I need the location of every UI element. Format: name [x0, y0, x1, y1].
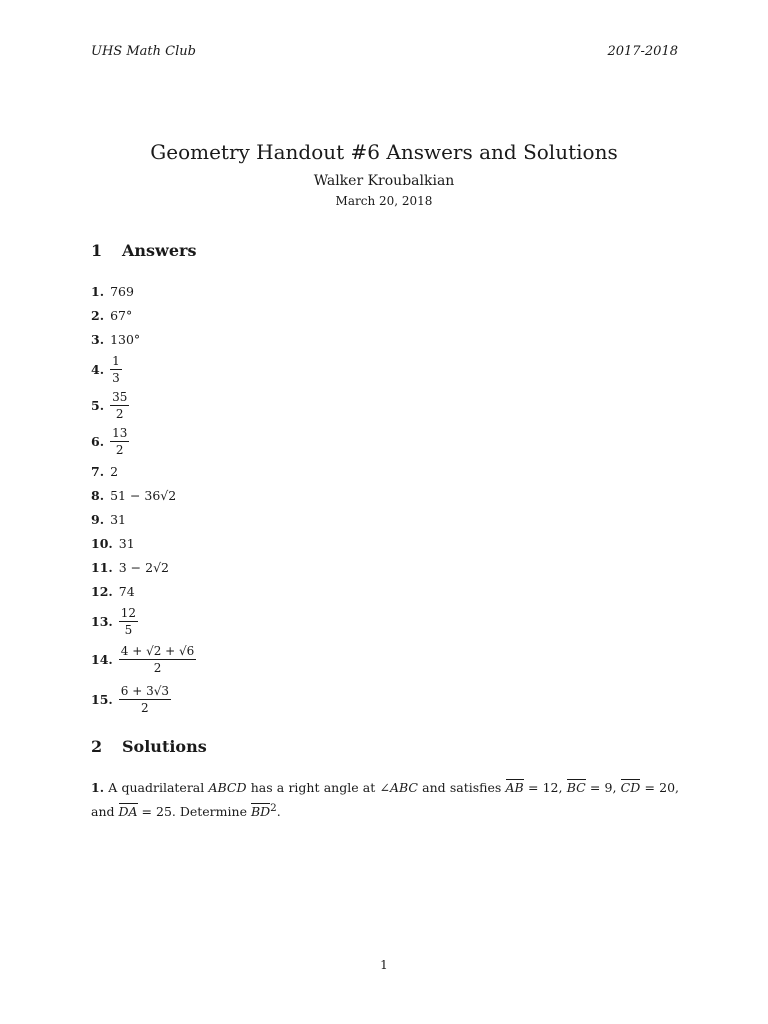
- answer-number: 14.: [91, 651, 113, 667]
- answer-number: 4.: [91, 361, 105, 377]
- answer-value: 130°: [110, 331, 141, 347]
- section-number: 1: [91, 241, 103, 260]
- fraction-denominator: 5: [124, 622, 133, 637]
- answer-value: 67°: [110, 307, 133, 323]
- fraction-numerator: 1: [112, 353, 120, 368]
- solution-problem-1: [91, 778, 679, 822]
- segment-bc: BC: [566, 780, 586, 795]
- section-heading-answers: [91, 241, 196, 260]
- answer-item-13: [91, 605, 691, 637]
- answer-number: 13.: [91, 613, 113, 629]
- segment-ab: AB: [505, 780, 524, 795]
- segment-da: DA: [118, 804, 138, 820]
- answer-item-7: [91, 461, 691, 481]
- section-title: Answers: [122, 241, 197, 260]
- problem-text: and: [91, 804, 115, 820]
- fraction: [119, 685, 171, 714]
- answer-number: 12.: [91, 583, 113, 599]
- fraction: [110, 427, 129, 456]
- answer-value: 31: [118, 535, 135, 551]
- fraction-denominator: 2: [115, 442, 124, 457]
- answer-item-9: [91, 509, 691, 529]
- exponent: 2: [270, 802, 277, 814]
- segment-cd: CD: [620, 780, 641, 795]
- answer-number: 7.: [91, 463, 105, 479]
- fraction: [110, 391, 129, 420]
- math-quad: ABCD: [208, 780, 247, 795]
- fraction-denominator: 2: [115, 406, 124, 421]
- answer-item-4: [91, 353, 691, 385]
- problem-text: A quadrilateral: [108, 780, 205, 795]
- answer-item-15: [91, 681, 691, 717]
- answer-item-3: [91, 329, 691, 349]
- problem-number: 1.: [91, 780, 105, 795]
- problem-text: has a right angle at ∠: [250, 780, 390, 795]
- fraction-numerator: 35: [112, 389, 128, 404]
- answer-item-1: [91, 281, 691, 301]
- answer-number: 9.: [91, 511, 105, 527]
- answer-item-11: [91, 557, 691, 577]
- page-number: 1: [380, 958, 388, 972]
- title-block: [0, 140, 768, 208]
- answers-list: [91, 281, 691, 721]
- math-angle: ABC: [389, 780, 418, 795]
- fraction-denominator: 3: [112, 370, 120, 385]
- answer-item-12: [91, 581, 691, 601]
- answer-number: 2.: [91, 307, 105, 323]
- document-title: Geometry Handout #6 Answers and Solutions: [150, 140, 618, 164]
- section-number: 2: [91, 737, 103, 756]
- fraction-denominator: 2: [141, 700, 149, 715]
- segment-value: = 9,: [589, 780, 617, 795]
- section-title: Solutions: [122, 737, 207, 756]
- header-left: UHS Math Club: [91, 44, 196, 59]
- answer-value: 2: [110, 463, 119, 479]
- answer-number: 10.: [91, 535, 113, 551]
- fraction-numerator: 4 + √2 + √6: [120, 643, 195, 658]
- answer-number: 6.: [91, 433, 105, 449]
- answer-number: 5.: [91, 397, 105, 413]
- answer-value: 31: [110, 511, 126, 527]
- fraction: [119, 607, 138, 636]
- date: March 20, 2018: [335, 194, 433, 208]
- answer-number: 3.: [91, 331, 105, 347]
- fraction-numerator: 13: [112, 425, 128, 440]
- answer-item-8: [91, 485, 691, 505]
- fraction-numerator: 6 + 3√3: [120, 683, 169, 698]
- answer-item-14: [91, 641, 691, 677]
- answer-number: 1.: [91, 283, 105, 299]
- answer-number: 15.: [91, 691, 113, 707]
- answer-number: 8.: [91, 487, 105, 503]
- answer-item-5: [91, 389, 691, 421]
- problem-text: and satisfies: [422, 780, 502, 795]
- segment-value: = 20,: [644, 780, 680, 795]
- answer-value: 74: [118, 583, 135, 599]
- answer-item-10: [91, 533, 691, 553]
- header-right: 2017-2018: [607, 44, 678, 59]
- answer-value: 769: [110, 283, 134, 299]
- problem-text: .: [276, 804, 281, 820]
- fraction: [119, 645, 197, 674]
- answer-number: 11.: [91, 559, 113, 575]
- segment-value: = 25. Determine: [141, 804, 247, 820]
- fraction-numerator: 12: [120, 605, 137, 620]
- answer-item-6: [91, 425, 691, 457]
- answer-item-2: [91, 305, 691, 325]
- answer-value: 51 − 36√2: [110, 487, 177, 503]
- segment-bd: BD: [250, 804, 271, 820]
- segment-value: = 12,: [527, 780, 563, 795]
- section-heading-solutions: [91, 737, 207, 756]
- fraction: [110, 355, 122, 384]
- fraction-denominator: 2: [153, 660, 162, 675]
- author: Walker Kroubalkian: [313, 173, 455, 189]
- answer-value: 3 − 2√2: [118, 559, 169, 575]
